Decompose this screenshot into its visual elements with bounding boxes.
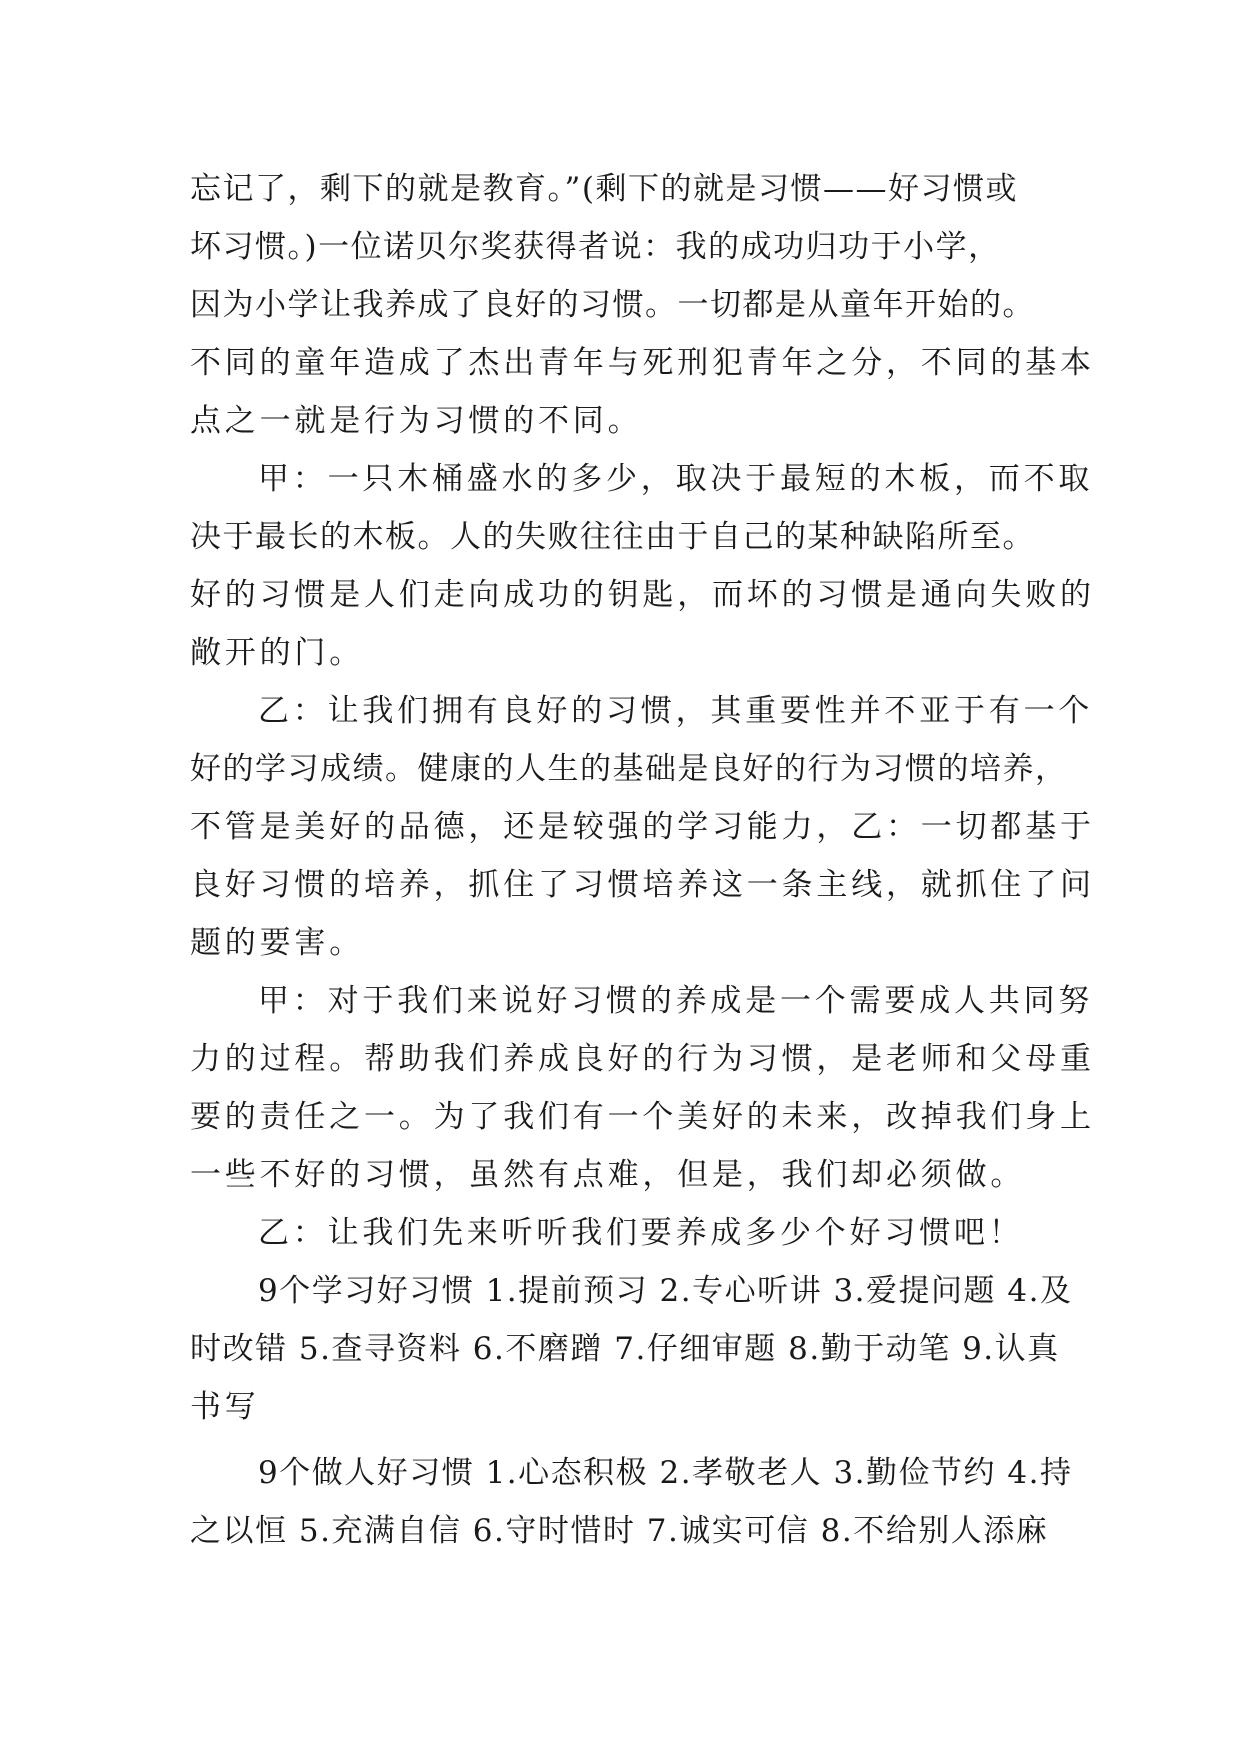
paragraph	[190, 972, 1095, 1204]
text-line: 9个做人好习惯 1.心态积极 2.孝敬老人 3.勤俭节约 4.持	[258, 1455, 1073, 1491]
text-line: 要的责任之一。为了我们有一个美好的未来，改掉我们身上	[190, 1099, 1095, 1135]
text-line: 力的过程。帮助我们养成良好的行为习惯，是老师和父母重	[190, 1041, 1095, 1077]
text-line: 一些不好的习惯，虽然有点难，但是，我们却必须做。	[190, 1157, 1026, 1193]
paragraph	[190, 682, 1095, 972]
paragraph	[190, 1204, 1060, 1262]
study-habits-paragraph	[190, 1262, 1073, 1436]
text-line: 甲：一只木桶盛水的多少，取决于最短的木板，而不取	[258, 461, 1094, 497]
text-line: 点之一就是行为习惯的不同。	[190, 403, 643, 439]
document-body	[190, 160, 1095, 1560]
text-line: 甲：对于我们来说好习惯的养成是一个需要成人共同努	[258, 983, 1094, 1019]
paragraph	[190, 160, 1095, 450]
text-line: 决于最长的木板。人的失败往往由于自己的某种缺陷所至。	[190, 519, 1035, 555]
text-line: 题的要害。	[190, 925, 364, 961]
paragraph	[190, 450, 1095, 682]
text-line: 不管是美好的品德，还是较强的学习能力，乙：一切都基于	[190, 809, 1095, 845]
text-line: 敞开的门。	[190, 635, 364, 671]
text-line: 9个学习好习惯 1.提前预习 2.专心听讲 3.爱提问题 4.及	[258, 1273, 1073, 1309]
text-line: 书写	[190, 1389, 260, 1425]
text-line: 时改错 5.查寻资料 6.不磨蹭 7.仔细审题 8.勤于动笔 9.认真	[190, 1331, 1060, 1367]
text-line: 乙：让我们拥有良好的习惯，其重要性并不亚于有一个	[258, 693, 1094, 729]
text-line: 良好习惯的培养，抓住了习惯培养这一条主线，就抓住了问	[190, 867, 1095, 903]
text-line: 忘记了，剩下的就是教育。”(剩下的就是习惯——好习惯或	[190, 171, 1018, 207]
text-line: 好的习惯是人们走向成功的钥匙，而坏的习惯是通向失败的	[190, 577, 1095, 613]
text-line: 乙：让我们先来听听我们要养成多少个好习惯吧！	[258, 1215, 1024, 1251]
text-line: 之以恒 5.充满自信 6.守时惜时 7.诚实可信 8.不给别人添麻	[190, 1513, 1049, 1549]
text-line: 因为小学让我养成了良好的习惯。一切都是从童年开始的。	[190, 287, 1035, 323]
text-line: 不同的童年造成了杰出青年与死刑犯青年之分，不同的基本	[190, 345, 1095, 381]
text-line: 坏习惯。)一位诺贝尔奖获得者说：我的成功归功于小学，	[190, 229, 1001, 265]
character-habits-paragraph	[190, 1444, 1073, 1560]
text-line: 好的学习成绩。健康的人生的基础是良好的行为习惯的培养，	[190, 751, 1068, 787]
